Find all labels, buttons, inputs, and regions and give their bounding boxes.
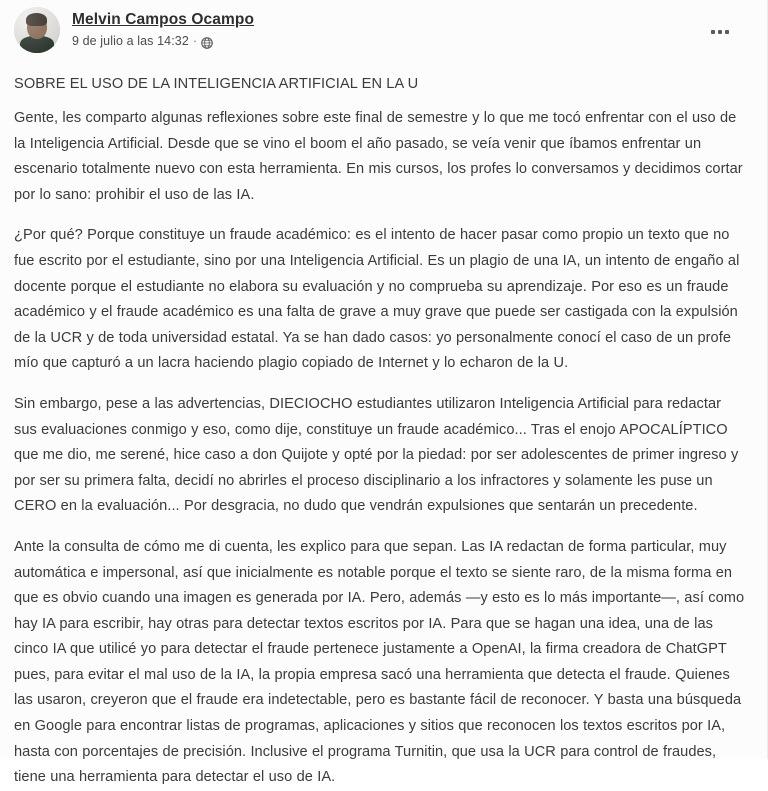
post-paragraph: ¿Por qué? Porque constituye un fraude académico: es el intento de hacer pasar como propio un texto que no fue escrito por el estudiante, sino por una Inteligencia Artificial. Es un plagio de una IA, un intento de engaño al docente porque el estudiante no elabora su evaluación y no comprueba su aprendizaje. Por eso es un fraude académico y el fraude académico es una falta de grave a muy grave que puede ser castigada con la expulsión de la UCR y de toda universidad estatal. Ya se han dado casos: yo personalmente conocí el caso de un profe mío que capturó a un lacra haciendo plagio copiado de Internet y lo echaron de la U. bbox=[14, 227, 740, 372]
post-header bbox=[0, 0, 767, 62]
globe-icon[interactable] bbox=[201, 37, 213, 49]
meta-separator: · bbox=[192, 34, 198, 49]
post-title: SOBRE EL USO DE LA INTELIGENCIA ARTIFICIAL EN LA U bbox=[14, 76, 419, 92]
post-paragraph: Gente, les comparto algunas reflexiones sobre este final de semestre y lo que me tocó enfrentar con el uso de la Inteligencia Artificial. Desde que se vino el boom el año pasado, se veía venir que íbamos enfrentar un escenario totalmente nuevo con esta herramienta. En mis cursos, los profes lo conversamos y decidimos cortar por lo sano: prohibir el uso de las IA. bbox=[14, 110, 743, 203]
more-dot-2 bbox=[718, 30, 722, 34]
post-paragraph: Sin embargo, pese a las advertencias, DIECIOCHO estudiantes utilizaron Inteligencia Artificial para redactar sus evaluaciones conmigo y eso, como dije, constituye un fraude académico... Tras el enojo APOCALÍPTICO que me dio, me serené, hice caso a don Quijote y opté por la piedad: por ser adolescentes de primer ingreso y por ser su primera falta, decidí no abrirles el proceso disciplinario a los infractores y solamente les puse un CERO en la evaluación... Por desgracia, no dudo que vendrán expulsiones que sentarán un precedente. bbox=[14, 395, 739, 515]
post-body bbox=[0, 62, 767, 791]
post-header-text bbox=[72, 6, 254, 49]
avatar-shading bbox=[14, 7, 60, 53]
author-name-link[interactable]: Melvin Campos Ocampo bbox=[72, 11, 255, 28]
avatar[interactable] bbox=[14, 7, 62, 55]
more-dot-1 bbox=[711, 30, 715, 34]
avatar-image[interactable] bbox=[14, 7, 60, 53]
post-timestamp[interactable]: 9 de julio a las 14:32 bbox=[72, 34, 189, 49]
post-paragraph: Ante la consulta de cómo me di cuenta, les explico para que sepan. Las IA redactan de forma particular, muy automática e impersonal, así que inicialmente es notable porque el texto se siente raro, de la misma forma en que es obvio cuando una imagen es generada por IA. Pero, además —y esto es lo más importante—, así como hay IA para escribir, hay otras para detectar textos escritos por IA. Para que se hagan una idea, una de las cinco IA que utilicé yo para detectar el fraude pertenece justamente a OpenAI, la firma creadora de ChatGPT pues, para evitar el mal uso de la IA, la propia empresa sacó una herramienta que detecta el fraude. Quienes las usaron, creyeron que el fraude era indetectable, pero es bastante fácil de reconocer. Y basta una búsqueda en Google para encontrar listas de programas, aplicaciones y sitios que reconocen los textos escritos por IA, hasta con porcentajes de precisión. Inclusive el programa Turnitin, que usa la UCR para control de fraudes, tiene una herramienta para detectar el uso de IA. bbox=[14, 538, 745, 786]
post-meta bbox=[72, 34, 254, 48]
post-options-button[interactable] bbox=[705, 22, 735, 42]
more-dot-3 bbox=[725, 30, 729, 34]
